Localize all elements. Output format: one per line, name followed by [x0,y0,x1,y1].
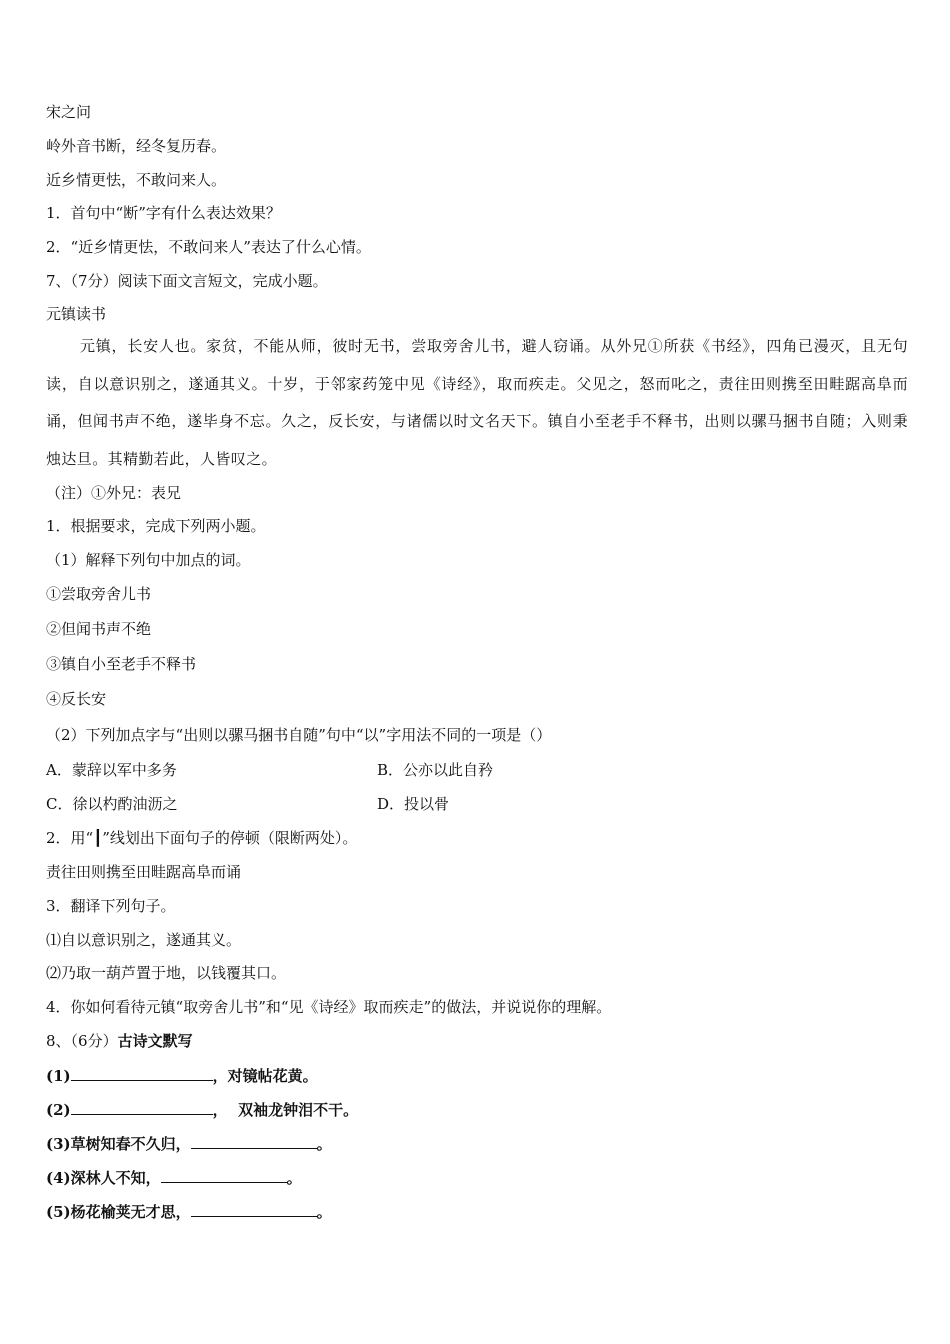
answer-blank-3[interactable] [191,1133,317,1149]
word-item-3: ③镇自小至老手不释书 [46,655,197,673]
word-item-1: ①尝取旁舍儿书 [46,585,152,603]
passage-title: 元镇读书 [46,305,107,323]
option-d: D．投以骨 [377,795,450,813]
option-c: C．徐以杓酌油沥之 [46,795,178,813]
recite-3-suffix: 。 [316,1135,332,1153]
section-8-prefix: 8、（6分） [46,1032,118,1050]
question-2: 2．用“┃”线划出下面句子的停顿（限断两处）。 [46,829,358,847]
recite-5-suffix: 。 [316,1203,332,1221]
recite-4-prefix: (4)深林人不知， [46,1169,161,1187]
section-8-title: 古诗文默写 [117,1032,193,1050]
question-3-item-1: ⑴自以意识别之，遂通其义。 [46,931,242,949]
recite-line-2 [46,1099,358,1120]
poem-question-2: 2．“近乡情更怯，不敢问来人”表达了什么心情。 [46,238,371,256]
poem-line-2: 近乡情更怯，不敢问来人。 [46,171,227,189]
recite-5-prefix: (5)杨花榆荚无才思， [46,1203,191,1221]
answer-blank-1[interactable] [71,1065,213,1081]
section-8-header [46,1031,193,1051]
answer-blank-5[interactable] [191,1201,317,1217]
question-2-sentence: 责往田则携至田畦踞高阜而诵 [46,863,242,881]
section-7-header: 7、（7分）阅读下面文言短文，完成小题。 [46,272,328,290]
question-3-item-2: ⑵乃取一葫芦置于地，以钱覆其口。 [46,964,287,982]
question-1: 1．根据要求，完成下列两小题。 [46,517,266,535]
poem-author: 宋之问 [46,103,92,121]
recite-1-suffix: ，对镜帖花黄。 [212,1067,318,1085]
passage-body: 元镇，长安人也。家贫，不能从师，彼时无书，尝取旁舍儿书，避人窃诵。从外兄①所获《书经》，四角已漫灭，且无句读，自以意识别之，遂通其义。十岁，于邻家药笼中见《诗经》，取而疾走。父见之，怒而叱之，责往田则携至田畦踞高阜而诵，但闻书声不绝，遂毕身不忘。久之，反长安，与诸儒以时文名天下。镇自小至老手不释书，出则以骡马捆书自随；入则秉烛达旦。其精勤若此，人皆叹之。 [46,337,908,468]
question-1-part-1: （1）解释下列句中加点的词。 [46,551,251,569]
option-a: A．蒙辞以军中多务 [46,761,177,779]
question-1-part-2: （2）下列加点字与“出则以骡马捆书自随”句中“以”字用法不同的一项是（） [46,726,552,744]
recite-3-prefix: (3)草树知春不久归， [46,1135,191,1153]
option-b: B．公亦以此自矜 [377,761,494,779]
answer-blank-2[interactable] [71,1099,213,1115]
poem-line-1: 岭外音书断，经冬复历春。 [46,137,227,155]
poem-question-1: 1．首句中“断”字有什么表达效果？ [46,204,281,222]
passage-note: （注）①外兄：表兄 [46,484,182,502]
recite-1-prefix: (1) [46,1067,71,1085]
recite-line-3 [46,1133,332,1154]
question-3: 3．翻译下列句子。 [46,897,176,915]
recite-line-5 [46,1201,332,1222]
recite-4-suffix: 。 [286,1169,302,1187]
word-item-2: ②但闻书声不绝 [46,620,152,638]
recite-line-4 [46,1167,302,1188]
answer-blank-4[interactable] [161,1167,287,1183]
recite-2-suffix: ， 双袖龙钟泪不干。 [212,1101,359,1119]
recite-line-1 [46,1065,318,1086]
word-item-4: ④反长安 [46,690,107,708]
recite-2-prefix: (2) [46,1101,71,1119]
question-4: 4．你如何看待元镇“取旁舍儿书”和“见《诗经》取而疾走”的做法，并说说你的理解。 [46,998,612,1016]
